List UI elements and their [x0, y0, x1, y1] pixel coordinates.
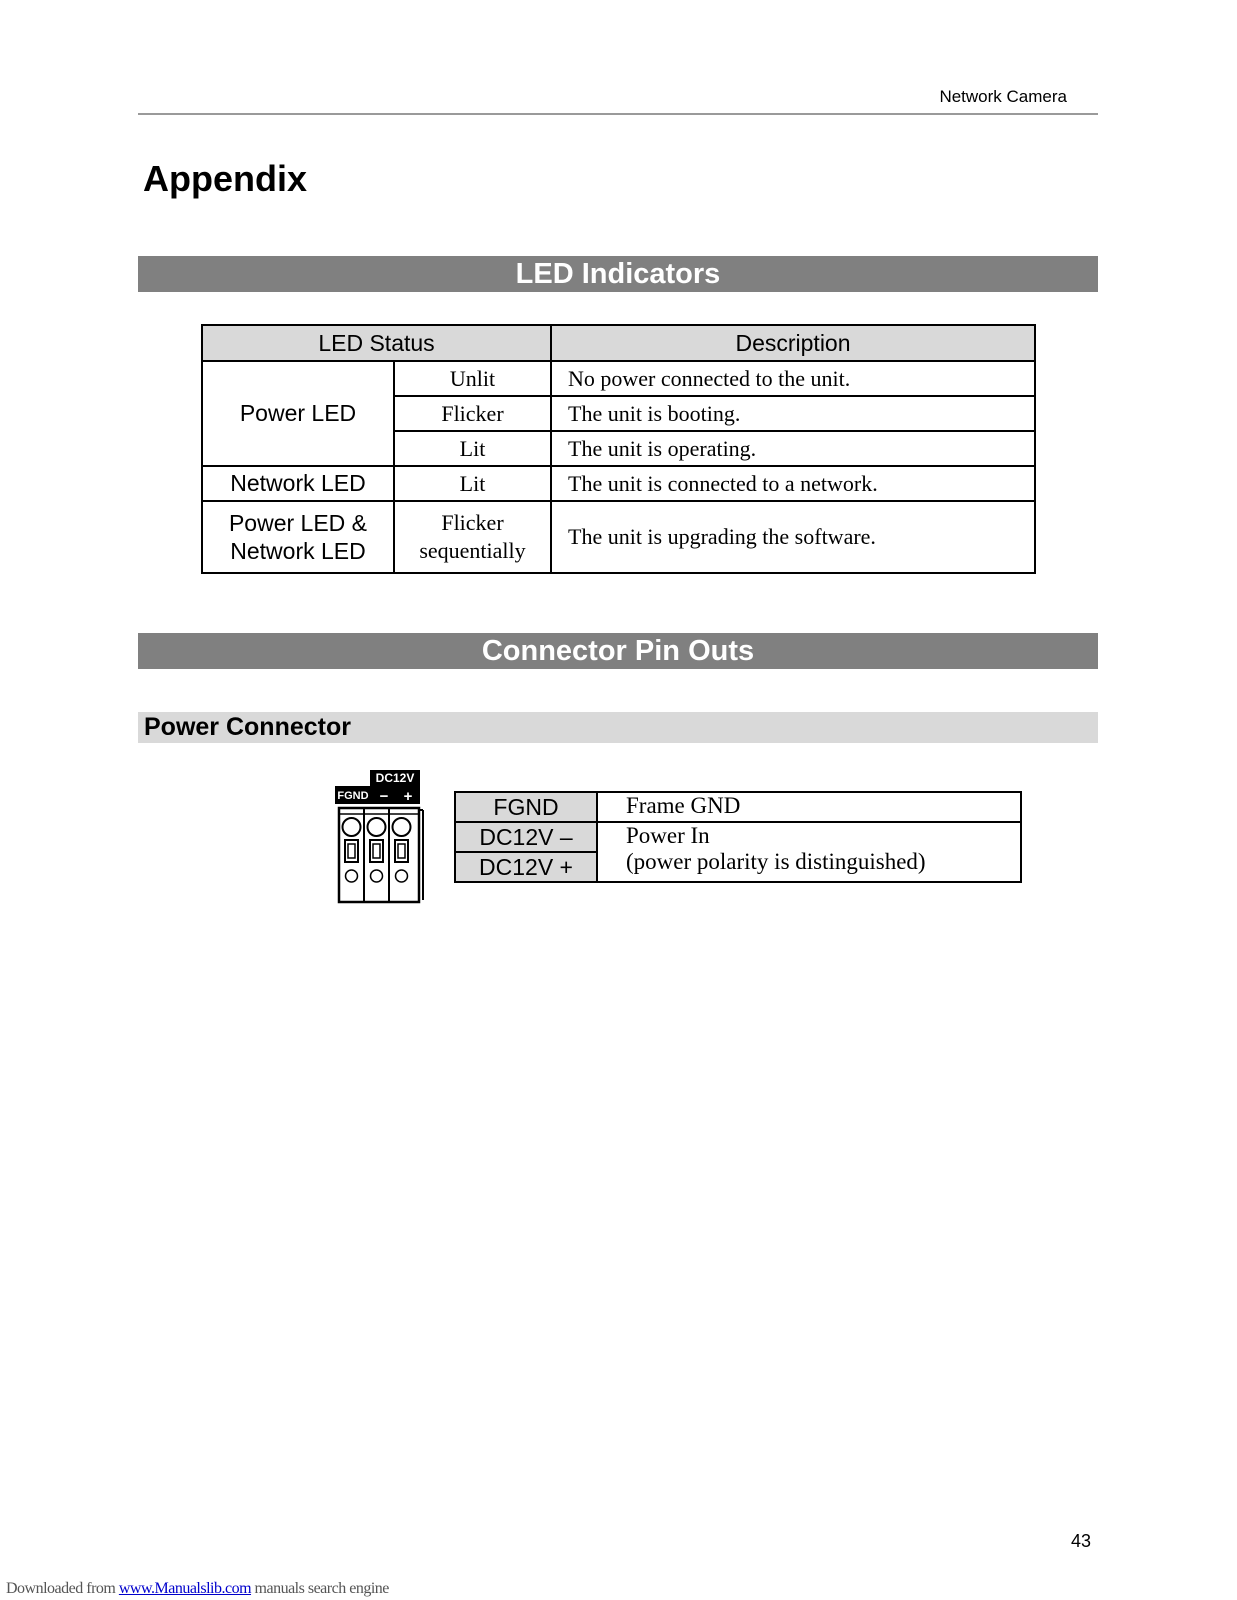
led-name-cell	[202, 501, 394, 573]
running-header: Network Camera	[939, 87, 1067, 106]
led-name-line: Power LED &	[228, 510, 368, 536]
table-row	[202, 466, 1035, 501]
led-description-cell: The unit is upgrading the software.	[551, 501, 1035, 573]
footer-prefix: Downloaded from	[6, 1580, 119, 1597]
led-description-cell: The unit is connected to a network.	[551, 466, 1035, 501]
dc12v-label: DC12V	[375, 771, 415, 785]
pin-name-cell: DC12V –	[455, 822, 597, 852]
column-header-led-status: LED Status	[202, 325, 551, 361]
manualslib-link[interactable]: www.Manualslib.com	[118, 1580, 252, 1597]
footer-suffix: manuals search engine	[251, 1580, 389, 1597]
table-header-row	[202, 325, 1035, 361]
led-name-cell: Power LED	[202, 361, 394, 466]
led-name-line: Network LED	[230, 538, 366, 564]
led-name-cell: Network LED	[202, 466, 394, 501]
fgnd-label: FGND	[337, 790, 369, 802]
led-state-cell: Lit	[394, 466, 551, 501]
pin-description-line: Power In	[626, 823, 710, 848]
led-description-cell: The unit is booting.	[551, 396, 1035, 431]
table-row	[202, 361, 1035, 396]
table-row	[455, 792, 1021, 822]
led-state-line: sequentially	[419, 538, 526, 563]
power-connector-pin-table	[454, 791, 1022, 883]
led-state-cell: Lit	[394, 431, 551, 466]
column-header-description: Description	[551, 325, 1035, 361]
led-status-table	[201, 324, 1036, 574]
power-connector-heading: Power Connector	[138, 712, 1098, 743]
led-state-cell	[394, 501, 551, 573]
led-description-cell: The unit is operating.	[551, 431, 1035, 466]
pin-name-cell: DC12V +	[455, 852, 597, 882]
led-indicators-heading: LED Indicators	[138, 256, 1098, 292]
led-state-cell: Unlit	[394, 361, 551, 396]
power-connector-diagram	[335, 770, 425, 905]
led-state-cell: Flicker	[394, 396, 551, 431]
page-number: 43	[1070, 1531, 1091, 1551]
download-footer	[6, 1580, 389, 1598]
header-rule	[138, 113, 1098, 115]
connector-pin-outs-heading: Connector Pin Outs	[138, 633, 1098, 669]
pin-name-cell: FGND	[455, 792, 597, 822]
pin-description-cell: Frame GND	[597, 792, 1021, 822]
table-row	[202, 501, 1035, 573]
plus-label: +	[403, 788, 413, 805]
minus-label: −	[379, 788, 389, 805]
led-description-cell: No power connected to the unit.	[551, 361, 1035, 396]
led-state-line: Flicker	[441, 510, 504, 535]
pin-description-cell	[597, 822, 1021, 882]
table-row	[455, 822, 1021, 852]
pin-description-line: (power polarity is distinguished)	[626, 849, 926, 874]
page-title: Appendix	[143, 158, 308, 199]
